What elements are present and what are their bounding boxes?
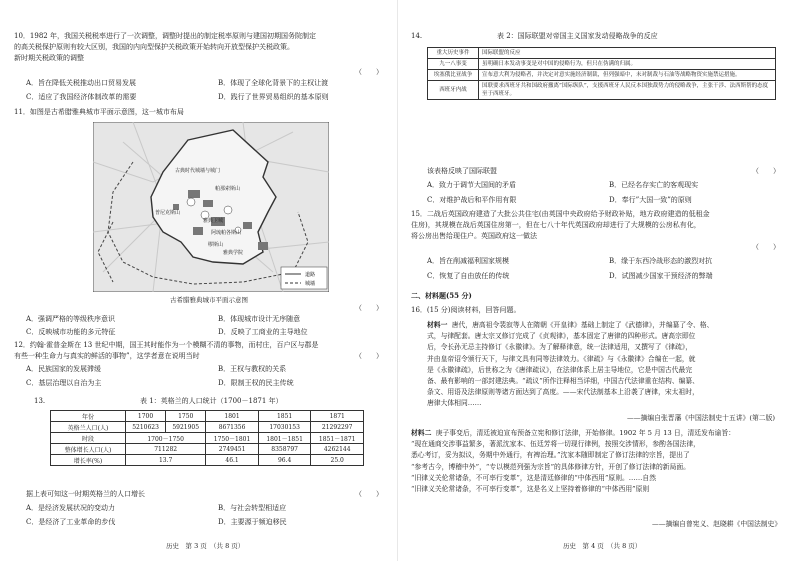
material-2-source: ——摘编自曾宪义、赵晓耕《中国法制史》 <box>652 520 782 528</box>
q10-line1: 10．1982 年，我国关税税率进行了一次调整，调整时提出的制定税率原则与建国初期国务院制定 <box>14 32 316 40</box>
q10-option-a: A．旨在降低关税推动出口贸易发展 <box>26 79 137 87</box>
q15-answer-paren: （ ） <box>752 243 780 251</box>
map-label-acropolis: 雅典卫城 <box>203 218 224 224</box>
material-1-source: ——摘编自张晋藩《中国法制史十五讲》(第二版) <box>627 414 776 422</box>
question-12 <box>14 340 319 362</box>
q13-option-c: C．是经济了工业革命的步伐 <box>26 518 116 526</box>
question-10 <box>14 31 384 64</box>
q11-option-a: A．强调严格的等级秩序意识 <box>26 315 116 323</box>
q14-option-a: A．致力于调节大国间的矛盾 <box>427 181 517 189</box>
material-1: 材料一 唐代，唐高祖令裴寂等人在隋朝《开皇律》基础上制定了《武德律》，并编纂了令、格、 式，与律配套。唐太宗又修订完成了《贞观律》，基本固定了唐律的四种形式。唐高宗即位 后，令长孙无忌主持修订《永徽律》。为了解释律意，统一法律适用，又撰写了《律疏》， 并由皇帝诏令颁行天下，与律文具有同等法律效力。《律疏》与《永徽律》合编在一起，就 是《永徽律疏》，后世称之为《唐律疏议》，在法律体系上居主导地位，它是中国古代最完 备、最有影响的一部封建法典。“疏议”所作注释相当详细，中国古代法律重在结构、编纂、 条文、用语及法律原则等诸方面达到了高度。——宋代法制基本上沿袭了唐律，宋太祖时， 唐律大体相同…… <box>427 321 714 408</box>
q11-option-d: D．反映了工商业的主导地位 <box>218 328 308 336</box>
q13-option-a: A．是经济发展状况的变动力 <box>26 504 116 512</box>
q14-option-d: D．奉行”大国一致”的原则 <box>609 196 692 204</box>
q10-option-c: C．适应了我国经济体制改革的需要 <box>26 93 137 101</box>
table1-title: 表 1：英格兰的人口统计（1700－1871 年） <box>140 397 283 405</box>
q11-option-b: B．体现城市设计无序随意 <box>218 315 301 323</box>
athens-map <box>93 122 329 292</box>
q12-option-b: B．王权与教权的关系 <box>218 365 287 373</box>
q12-line2: 有些一种生命力与真实的鲜活的事物”，这学者意在说明当时 <box>14 352 200 360</box>
q13-stem: 据上表可知这一时期英格兰的人口增长 <box>26 490 145 498</box>
q10-line2: 的高关税保护原则有较大区别，我国的内向型保护关税政策开始转向开放型保护关税政策。 <box>14 43 294 51</box>
q15-option-b: B．缘于东西冷战形态的激烈对抗 <box>609 257 713 265</box>
q14-option-b: B．已经名存实亡的客观现实 <box>609 181 699 189</box>
league-table <box>427 47 776 100</box>
q10-line3: 新时期关税政策的调整 <box>14 54 84 62</box>
q12-answer-paren: （ ） <box>355 352 383 360</box>
table1-row-years: 年份 1700 1750 1801 1851 1871 <box>51 411 364 422</box>
map-label-pnyx: 普尼克斯山 <box>155 210 181 216</box>
q11-option-c: C．反映城市功能的多元特征 <box>26 328 116 336</box>
q15-line1: 15．二战后英国政府建造了大批公共住宅(由英国中央政府给予财政补贴，地方政府建造的低租金 <box>411 210 710 218</box>
map-caption: 古希腊雅典城市平面示意图 <box>170 296 248 304</box>
q15-option-d: D．试图减少国家干预经济的弊端 <box>609 272 713 280</box>
q13-option-d: D．主要源于频迫移民 <box>218 518 287 526</box>
q14-answer-paren: （ ） <box>752 167 780 175</box>
right-page <box>397 0 794 561</box>
table1-row-growth: 整体增长人口(人) 711282 2749451 8358797 4262144 <box>51 444 364 455</box>
section-heading: 二、材料题(55 分) <box>411 291 472 300</box>
q12-option-d: D．限制王权的民主传统 <box>218 379 294 387</box>
q12-line1: 12．约翰·霍普金斯在 13 世纪中期，国王其时能作为一个模糊不清的事物，而村庄，百户区与郡是 <box>14 341 319 349</box>
map-label-walls: 古典时代城墙与城门 <box>175 168 221 174</box>
material-1-label: 材料一 <box>427 321 448 329</box>
table2-row: 九一八事变 虽明确日本发动事变是对中国的侵略行为，但只在伪满的归属。 <box>428 59 776 70</box>
q11-answer-paren: （ ） <box>355 304 383 312</box>
map-legend <box>281 267 327 289</box>
q13-answer-paren: （ ） <box>355 490 383 498</box>
page-footer-3: 历史 第 3 页 （共 8 页） <box>166 542 245 550</box>
table2-row: 埃塞俄比亚战争 宣布意大利为侵略者，并决定对意实施经济制裁，但列强暗中，未对制裁与石油等战略物资实施禁运措施。 <box>428 70 776 81</box>
legend-wall-label: 城墙 <box>305 281 316 287</box>
table2-head: 重大历史事件 国际联盟的反应 <box>428 48 776 59</box>
q16-stem: 16．(15 分)阅读材料，回答问题。 <box>411 306 521 314</box>
map-label-muses: 缪斯山 <box>208 242 224 248</box>
q15-option-c: C．恢复了自由放任的传统 <box>427 272 510 280</box>
q13-number: 13. <box>34 397 46 405</box>
table2-title: 表 2：国际联盟对帝国主义国家发动侵略战争的反应 <box>497 32 658 40</box>
q10-answer-paren: （ ） <box>355 68 383 76</box>
question-15 <box>411 209 786 242</box>
q10-option-b: B．体现了全球化背景下的主权让渡 <box>218 79 329 87</box>
map-label-parnassus: 帕那索斯山 <box>215 186 241 192</box>
table1-row-rate: 增长率(%) 13.7 46.1 96.4 25.0 <box>51 455 364 466</box>
q15-line3: 将公房出售给现住户。英国政府这一做法 <box>411 232 537 240</box>
material-2-label: 材料二 <box>411 429 432 437</box>
map-label-areopagus: 阿琉帕各斯山 <box>211 230 242 236</box>
table2-row: 西班牙内战 国联要求西班牙共和国政府撤离”国际纵队”，支援西班牙人民反本国独裁势力的侵略战争，主张干涉、法西斯帮的态度至于西班牙。 <box>428 81 776 100</box>
page-footer-4: 历史 第 4 页 （共 8 页） <box>563 542 642 550</box>
q10-option-d: D．践行了世界贸易组织的基本原则 <box>218 93 329 101</box>
legend-road-label: 道路 <box>305 272 316 278</box>
q14-stem: 该表格反映了国际联盟 <box>427 167 497 175</box>
population-table <box>50 410 364 466</box>
table1-row-population: 英格兰人口(人) 5210623 5921905 8671356 17030153 21292297 <box>51 422 364 433</box>
q14-number: 14. <box>411 32 423 40</box>
material-2: 材料二 庚子事变后，清廷被迫宣布预备立宪和修订法律，开始修律。1902 年 5 月 13 日，清廷发布谕旨： “现在通商交涉事益繁多，著派沈家本、伍廷芳将一切现行律例，按照交涉情形，参酌各国法律， 悉心考订，妥为拟议，务期中外通行，有裨治理。”沈家本随即制定了修订法律的宗旨，提出了 “参考古今，博稽中外”，“专以模范列强为宗旨”的具体修律方针，开创了修订法律的新局面。 “旧律义关伦常诸条，不可率行变革”，这是清廷修律的“中体西用”原则。……自然 “旧律义关伦常诸条，不可率行变革”，这是名义上坚持着修律的“中体西用”原则 <box>411 429 736 494</box>
q13-option-b: B．与社会转型相适应 <box>218 504 287 512</box>
table1-row-periods: 时段 1700－1750 1750－1801 1801－1851 1851－1871 <box>51 433 364 444</box>
map-label-academy: 雅典学院 <box>223 250 244 256</box>
q14-option-c: C．对维护战后和平作用有限 <box>427 196 517 204</box>
q12-option-c: C．基层治理以自治为主 <box>26 379 102 387</box>
q11-stem: 11．如图是古希腊雅典城市平面示意图，这一城市布局 <box>14 108 184 116</box>
q15-line2: 住房)，其规模在战后英国住房第一，但在七八十年代英国政府却进行了大规模的公房私有化， <box>411 221 701 229</box>
q15-option-a: A．旨在削减福利国家规模 <box>427 257 510 265</box>
q12-option-a: A．民族国家的发展滞缓 <box>26 365 102 373</box>
